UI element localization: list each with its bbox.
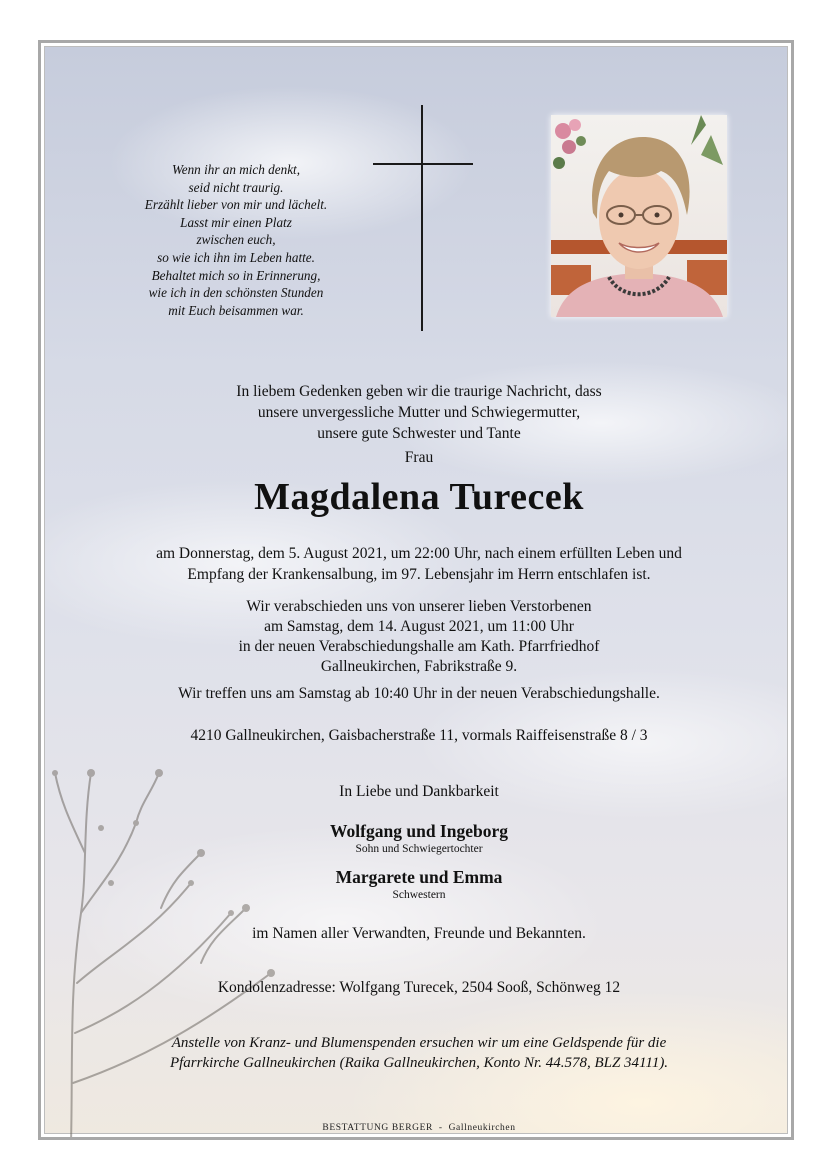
service-line: Gallneukirchen, Fabrikstraße 9. <box>320 658 518 675</box>
intro-line: unsere unvergessliche Mutter und Schwiegermutter, <box>257 404 581 421</box>
death-notice-line: Empfang der Krankensalbung, im 97. Lebensjahr im Herrn entschlafen ist. <box>187 566 651 583</box>
intro-line: unsere gute Schwester und Tante <box>317 425 521 442</box>
service-line: Wir verabschieden uns von unserer lieben Verstorbenen <box>246 598 592 615</box>
intro-line: In liebem Gedenken geben wir die traurige Nachricht, dass <box>236 383 602 400</box>
condolence-address: Kondolenzadresse: Wolfgang Turecek, 2504 Sooß, Schönweg 12 <box>217 979 621 996</box>
poem-line: wie ich in den schönsten Stunden <box>148 285 324 301</box>
family-relation: Sohn und Schwiegertochter <box>355 843 483 855</box>
poem-line: so wie ich ihn im Leben hatte. <box>157 249 315 265</box>
closing-line: In Liebe und Dankbarkeit <box>339 783 499 800</box>
intro-text <box>41 381 794 444</box>
meeting-info: Wir treffen uns am Samstag ab 10:40 Uhr in der neuen Verabschiedungshalle. <box>178 685 660 702</box>
memorial-poem <box>101 161 371 319</box>
deceased-name: Magdalena Turecek <box>254 476 584 518</box>
cross-icon <box>373 105 473 331</box>
poem-line: Erzählt lieber von mir und lächelt. <box>144 197 328 213</box>
family-names: Margarete und Emma <box>335 867 503 887</box>
service-line: in der neuen Verabschiedungshalle am Kath. Pfarrfriedhof <box>238 638 600 655</box>
donation-request <box>41 1033 794 1073</box>
poem-line: Wenn ihr an mich denkt, <box>171 162 301 177</box>
poem-line: zwischen euch, <box>196 232 276 248</box>
death-notice-line: am Donnerstag, dem 5. August 2021, um 22:00 Uhr, nach einem erfüllten Leben und <box>156 545 682 562</box>
poem-line: seid nicht traurig. <box>188 179 284 195</box>
service-line: am Samstag, dem 14. August 2021, um 11:00 Uhr <box>264 618 574 635</box>
funeral-home-footer: BESTATTUNG BERGER - Gallneukirchen <box>322 1123 516 1133</box>
relatives-line: im Namen aller Verwandten, Freunde und Bekannten. <box>252 925 586 942</box>
death-notice <box>41 543 794 585</box>
portrait-photo <box>551 115 727 317</box>
obituary-card <box>38 40 794 1140</box>
donation-line: Anstelle von Kranz- und Blumenspenden ersuchen wir um eine Geldspende für die <box>171 1035 667 1051</box>
family-relation: Schwestern <box>392 889 446 901</box>
home-address: 4210 Gallneukirchen, Gaisbacherstraße 11, vormals Raiffeisenstraße 8 / 3 <box>190 727 648 744</box>
family-names: Wolfgang und Ingeborg <box>330 821 508 841</box>
poem-line: Lasst mir einen Platz <box>180 214 292 230</box>
salutation: Frau <box>404 449 434 466</box>
poem-line: Behaltet mich so in Erinnerung, <box>151 267 321 283</box>
donation-line: Pfarrkirche Gallneukirchen (Raika Gallneukirchen, Konto Nr. 44.578, BLZ 34111). <box>169 1055 669 1071</box>
poem-line: mit Euch beisammen war. <box>168 302 304 318</box>
service-info <box>41 597 794 677</box>
